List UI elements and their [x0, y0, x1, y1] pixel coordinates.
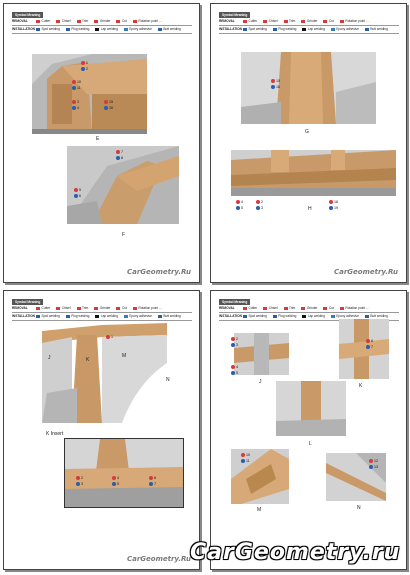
legend-removal-label: REMOVAL: [12, 19, 28, 24]
weld-marker: [149, 476, 156, 480]
legend-item: Cut: [328, 306, 334, 311]
weld-marker: [72, 80, 81, 84]
legend-item: Grinder: [99, 19, 111, 24]
detail-label-l: L: [309, 441, 312, 447]
marker-number: 1: [86, 61, 88, 65]
marker-number: 5: [117, 482, 119, 486]
marker-number: 7: [371, 345, 373, 349]
weld-marker: [112, 482, 119, 486]
page-watermark: CarGeometry.Ru: [126, 555, 191, 563]
body-sill-photo-f: [67, 146, 179, 224]
legend-item: Epoxy adhesive: [129, 314, 152, 319]
manual-page-4: [210, 290, 407, 570]
weld-marker: [271, 79, 280, 83]
weld-marker: [104, 106, 113, 110]
weld-marker: [369, 465, 378, 469]
legend-item: Trim: [82, 19, 89, 24]
weld-marker: [329, 206, 338, 210]
weld-marker: [241, 453, 250, 457]
marker-number: 12: [374, 459, 378, 463]
marker-number: 3: [236, 343, 238, 347]
marker-number: 5: [79, 188, 81, 192]
marker-number: 3: [77, 100, 79, 104]
legend-item: Plug welding: [278, 314, 297, 319]
marker-number: 16: [276, 85, 280, 89]
pillar-label-j: J: [48, 355, 51, 361]
marker-number: 6: [371, 339, 373, 343]
legend-install-label: INSTALLATION: [12, 27, 35, 32]
weld-marker: [72, 86, 81, 90]
page-watermark: CarGeometry.Ru: [126, 268, 191, 276]
marker-number: 5: [236, 371, 238, 375]
marker-number: 4: [241, 200, 243, 204]
manual-page-3: [3, 290, 200, 570]
legend-install-row: [219, 26, 399, 34]
weld-marker: [116, 156, 123, 160]
detail-photo-j: [234, 333, 289, 375]
pillar-label-n: N: [166, 377, 170, 383]
legend-item: Trim: [289, 306, 296, 311]
legend-install-row: [12, 26, 192, 34]
marker-number: 10: [77, 80, 81, 84]
weld-marker: [369, 459, 378, 463]
marker-number: 4: [236, 365, 238, 369]
legend-install-label: INSTALLATION: [219, 314, 242, 319]
marker-number: 16: [109, 106, 113, 110]
symbol-legend: [219, 12, 399, 34]
legend-removal-row: [219, 305, 399, 313]
legend-removal-label: REMOVAL: [219, 306, 235, 311]
pillar-label-k: K: [86, 357, 90, 363]
weld-marker: [366, 345, 373, 349]
legend-item: Cutter: [41, 306, 51, 311]
legend-item: Grinder: [99, 306, 111, 311]
legend-install-row: [12, 313, 192, 321]
legend-item: Butt welding: [370, 27, 388, 32]
page-watermark: CarGeometry.Ru: [333, 268, 398, 276]
legend-item: Spot welding: [248, 314, 267, 319]
legend-item: Chisel: [268, 306, 278, 311]
legend-item: Chisel: [61, 306, 71, 311]
legend-item: Plug welding: [71, 314, 90, 319]
legend-install-label: INSTALLATION: [12, 314, 35, 319]
weld-marker: [81, 67, 88, 71]
legend-item: Spot welding: [41, 27, 60, 32]
legend-title: Symbol Meaning: [219, 12, 250, 18]
detail-label-m: M: [257, 507, 262, 513]
weld-marker: [241, 459, 250, 463]
marker-number: 19: [334, 206, 338, 210]
manual-page-2: [210, 3, 407, 283]
weld-marker: [74, 194, 81, 198]
weld-marker: [72, 100, 79, 104]
legend-item: Cut: [328, 19, 334, 24]
body-side-photo: [42, 323, 167, 423]
weld-marker: [329, 200, 338, 204]
legend-item: Lap welding: [307, 314, 325, 319]
legend-item: Epoxy adhesive: [336, 27, 359, 32]
legend-install-label: INSTALLATION: [219, 27, 242, 32]
legend-item: Epoxy adhesive: [129, 27, 152, 32]
weld-marker: [104, 100, 113, 104]
legend-item: Rotation point ...: [138, 306, 162, 311]
marker-number: 15: [109, 100, 113, 104]
marker-number: 3: [81, 482, 83, 486]
weld-marker: [74, 188, 81, 192]
weld-marker: [149, 482, 156, 486]
marker-number: 4: [117, 476, 119, 480]
figure-label-f: F: [122, 232, 126, 238]
legend-item: Butt welding: [370, 314, 388, 319]
legend-removal-row: [12, 18, 192, 26]
legend-item: Grinder: [306, 306, 318, 311]
body-pillar-photo-g: [241, 52, 376, 124]
weld-marker: [76, 476, 83, 480]
weld-marker: [76, 482, 83, 486]
body-sill-photo-h: [231, 150, 396, 196]
marker-number: 10: [246, 453, 250, 457]
manual-page-1: [3, 3, 200, 283]
marker-number: 7: [154, 482, 156, 486]
legend-item: Rotation point ...: [345, 306, 369, 311]
figure-label-g: G: [305, 129, 309, 135]
legend-removal-label: REMOVAL: [12, 306, 28, 311]
legend-item: Grinder: [306, 19, 318, 24]
symbol-legend: [12, 299, 192, 321]
site-watermark: CarGeometry.ru: [190, 540, 401, 565]
legend-title: Symbol Meaning: [12, 12, 43, 18]
legend-item: Spot welding: [41, 314, 60, 319]
legend-item: Plug welding: [278, 27, 297, 32]
pillar-label-m: M: [122, 353, 127, 359]
marker-number: 7: [121, 150, 123, 154]
legend-removal-label: REMOVAL: [219, 19, 235, 24]
legend-item: Spot welding: [248, 27, 267, 32]
legend-item: Trim: [82, 306, 89, 311]
marker-number: 8: [121, 156, 123, 160]
legend-title: Symbol Meaning: [219, 299, 250, 305]
weld-marker: [236, 200, 243, 204]
detail-photo-m: [231, 449, 289, 504]
weld-marker: [116, 150, 123, 154]
figure-label-h: H: [308, 206, 312, 212]
marker-number: 1: [111, 335, 113, 339]
detail-photo-k: [339, 319, 389, 379]
marker-number: 6: [79, 194, 81, 198]
weld-marker: [256, 200, 263, 204]
marker-number: 2: [81, 476, 83, 480]
legend-item: Butt welding: [163, 314, 181, 319]
detail-label-j: J: [259, 379, 262, 385]
legend-item: Cutter: [248, 306, 258, 311]
weld-marker: [366, 339, 373, 343]
marker-number: 3: [261, 206, 263, 210]
marker-number: 6: [154, 476, 156, 480]
legend-item: Cut: [121, 19, 127, 24]
marker-number: 11: [246, 459, 250, 463]
detail-insert-frame: [64, 438, 184, 508]
marker-number: 13: [374, 465, 378, 469]
legend-item: Chisel: [61, 19, 71, 24]
weld-marker: [231, 371, 238, 375]
detail-photo-l: [276, 381, 346, 436]
weld-marker: [231, 337, 238, 341]
weld-marker: [72, 106, 79, 110]
legend-item: Rotation point ...: [345, 19, 369, 24]
legend-item: Chisel: [268, 19, 278, 24]
legend-item: Epoxy adhesive: [336, 314, 359, 319]
symbol-legend: [219, 299, 399, 321]
body-pillar-photo-e: [32, 54, 147, 134]
legend-item: Plug welding: [71, 27, 90, 32]
weld-marker: [256, 206, 263, 210]
marker-number: 18: [334, 200, 338, 204]
weld-marker: [236, 206, 243, 210]
weld-marker: [271, 85, 280, 89]
weld-marker: [106, 335, 113, 339]
legend-item: Cut: [121, 306, 127, 311]
legend-title: Symbol Meaning: [12, 299, 43, 305]
legend-item: Lap welding: [100, 314, 118, 319]
marker-number: 15: [276, 79, 280, 83]
detail-label-n: N: [357, 505, 361, 511]
legend-item: Rotation point ...: [138, 19, 162, 24]
symbol-legend: [12, 12, 192, 34]
weld-marker: [231, 343, 238, 347]
legend-item: Butt welding: [163, 27, 181, 32]
marker-number: 5: [241, 206, 243, 210]
weld-marker: [112, 476, 119, 480]
figure-label-e: E: [96, 136, 100, 142]
detail-label-k: K: [359, 383, 363, 389]
legend-item: Cutter: [41, 19, 51, 24]
marker-number: 2: [261, 200, 263, 204]
legend-removal-row: [12, 305, 192, 313]
marker-number: 11: [77, 86, 81, 90]
marker-number: 4: [77, 106, 79, 110]
figure-label-insert: K Insert: [46, 431, 64, 437]
legend-removal-row: [219, 18, 399, 26]
weld-marker: [231, 365, 238, 369]
marker-number: 2: [86, 67, 88, 71]
legend-item: Lap welding: [307, 27, 325, 32]
legend-item: Cutter: [248, 19, 258, 24]
weld-marker: [81, 61, 88, 65]
legend-item: Trim: [289, 19, 296, 24]
marker-number: 2: [236, 337, 238, 341]
legend-item: Lap welding: [100, 27, 118, 32]
sill-detail-photo: [65, 439, 183, 507]
